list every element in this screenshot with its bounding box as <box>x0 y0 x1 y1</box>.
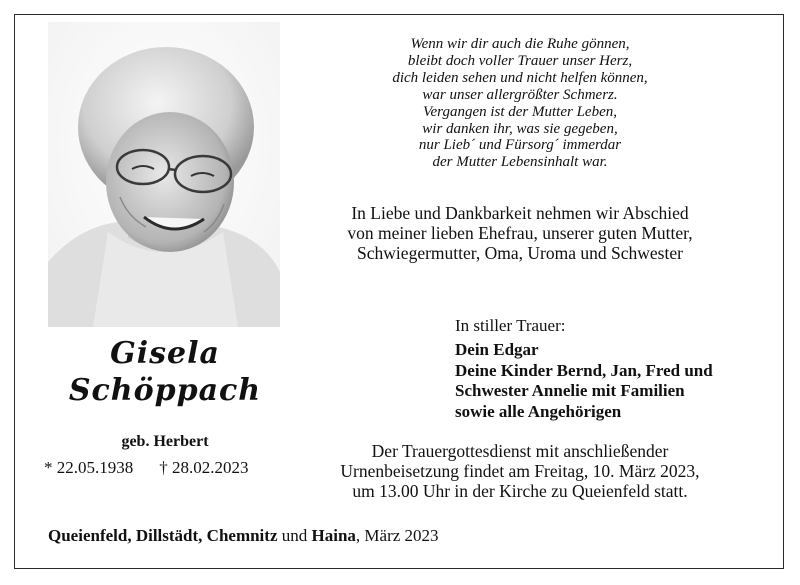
maiden-name: geb. Herbert <box>121 433 209 450</box>
deceased-last-name: Schöppach <box>68 373 262 408</box>
farewell-line: In Liebe und Dankbarkeit nehmen wir Abschied <box>351 203 689 223</box>
footer-places: Queienfeld, Dillstädt, Chemnitz <box>48 526 278 545</box>
service-info <box>300 441 740 501</box>
footer-places-date <box>48 526 439 546</box>
portrait-image <box>48 22 280 327</box>
footer-connector: und <box>281 526 308 545</box>
birth-date: * 22.05.1938 <box>44 458 134 477</box>
farewell-line: Schwiegermutter, Oma, Uroma und Schwester <box>357 243 683 263</box>
deceased-first-name: Gisela <box>110 336 220 371</box>
mourner-line: Schwester Annelie mit Familien <box>455 381 685 400</box>
portrait-photo <box>48 22 280 327</box>
footer-place-last: Haina <box>311 526 356 545</box>
poem-line: dich leiden sehen und nicht helfen können, <box>392 69 648 86</box>
life-dates <box>44 458 249 478</box>
mourning-heading: In stiller Trauer: <box>455 316 566 335</box>
poem-line: nur Lieb´ und Fürsorg´ immerdar <box>418 137 622 154</box>
service-line: um 13.00 Uhr in der Kirche zu Queienfeld statt. <box>352 481 688 501</box>
poem-line: war unser allergrößter Schmerz. <box>422 86 618 103</box>
service-line: Urnenbeisetzung findet am Freitag, 10. März 2023, <box>340 461 700 481</box>
poem-line: der Mutter Lebensinhalt war. <box>432 154 608 171</box>
footer-date: , März 2023 <box>355 526 439 545</box>
poem-line: Wenn wir dir auch die Ruhe gönnen, <box>410 36 630 52</box>
farewell-line: von meiner lieben Ehefrau, unserer guten Mutter, <box>347 223 693 243</box>
memorial-poem <box>330 36 710 171</box>
mourners-list <box>455 340 713 422</box>
farewell-text <box>300 203 740 263</box>
mourner-line: Dein Edgar <box>455 340 539 359</box>
mourner-line: Deine Kinder Bernd, Jan, Fred und <box>455 360 713 380</box>
death-date: † 28.02.2023 <box>159 458 249 477</box>
poem-line: bleibt doch voller Trauer unser Herz, <box>407 52 633 69</box>
service-line: Der Trauergottesdienst mit anschließender <box>371 441 669 461</box>
poem-line: wir danken ihr, was sie gegeben, <box>422 120 618 137</box>
mourner-line: sowie alle Angehörigen <box>455 401 622 421</box>
poem-line: Vergangen ist der Mutter Leben, <box>423 103 617 120</box>
